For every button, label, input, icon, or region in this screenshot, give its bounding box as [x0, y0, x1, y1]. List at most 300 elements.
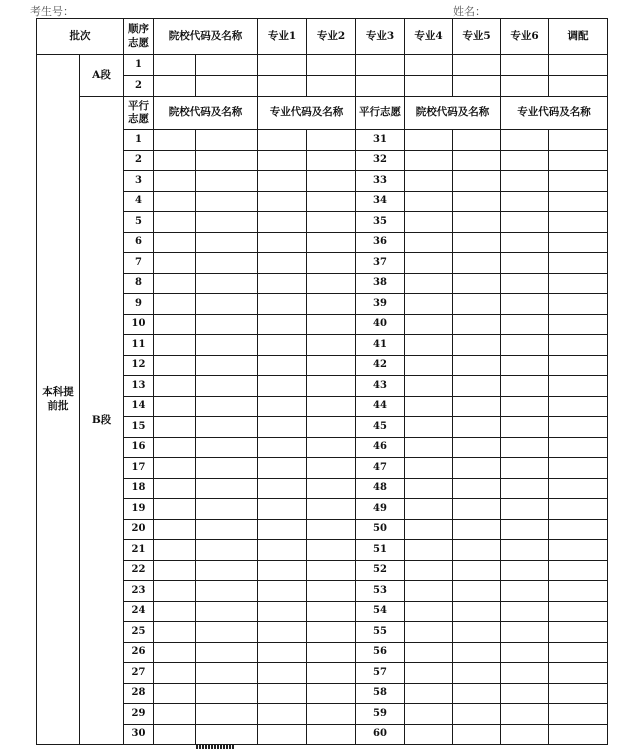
school-name-cell[interactable]	[196, 437, 258, 458]
school-name-cell[interactable]	[453, 355, 501, 376]
major-code-cell[interactable]	[501, 581, 549, 602]
parallel-number-left: 13	[124, 376, 154, 397]
school-name-cell[interactable]	[453, 294, 501, 315]
major-code-cell[interactable]	[258, 437, 307, 458]
school-name-cell[interactable]	[453, 396, 501, 417]
school-code-cell[interactable]	[405, 560, 453, 581]
major-name-cell[interactable]	[549, 273, 608, 294]
school-name-cell[interactable]	[196, 355, 258, 376]
major-code-cell[interactable]	[258, 150, 307, 171]
major-name-cell[interactable]	[549, 130, 608, 151]
major5-cell[interactable]	[453, 55, 501, 76]
school-name-cell[interactable]	[196, 376, 258, 397]
parallel-number-left: 20	[124, 519, 154, 540]
major-name-cell[interactable]	[307, 376, 356, 397]
parallel-number-right: 52	[356, 560, 405, 581]
major-name-cell[interactable]	[549, 499, 608, 520]
major-name-cell[interactable]	[307, 519, 356, 540]
major1-header: 专业1	[258, 19, 307, 55]
school-name-cell[interactable]	[196, 191, 258, 212]
major-code-cell[interactable]	[501, 704, 549, 725]
major-name-cell[interactable]	[549, 253, 608, 274]
school-code-cell[interactable]	[154, 191, 196, 212]
school-code-cell[interactable]	[154, 704, 196, 725]
major-code-cell[interactable]	[258, 417, 307, 438]
major-code-cell[interactable]	[501, 273, 549, 294]
major-name-cell[interactable]	[549, 212, 608, 233]
school-code-cell[interactable]	[154, 499, 196, 520]
school-name-cell[interactable]	[196, 581, 258, 602]
major-code-cell[interactable]	[258, 601, 307, 622]
major3-cell[interactable]	[356, 55, 405, 76]
school-name-cell[interactable]	[196, 663, 258, 684]
school-name-cell[interactable]	[453, 581, 501, 602]
major-code-cell[interactable]	[501, 376, 549, 397]
major-code-cell[interactable]	[501, 663, 549, 684]
header-row	[37, 19, 608, 55]
parallel-number-left: 15	[124, 417, 154, 438]
school-name-cell[interactable]	[196, 396, 258, 417]
school-name-cell[interactable]	[196, 519, 258, 540]
major-name-cell[interactable]	[307, 417, 356, 438]
major-name-cell[interactable]	[549, 335, 608, 356]
major-code-cell[interactable]	[258, 376, 307, 397]
adjust-header: 调配	[549, 19, 608, 55]
school-code-cell[interactable]	[154, 683, 196, 704]
school-code-cell[interactable]	[154, 519, 196, 540]
major-name-cell[interactable]	[307, 150, 356, 171]
school-code-cell[interactable]	[154, 76, 196, 97]
school-name-cell[interactable]	[196, 314, 258, 335]
major-name-cell[interactable]	[549, 683, 608, 704]
major-name-cell[interactable]	[549, 150, 608, 171]
school-code-cell[interactable]	[154, 212, 196, 233]
major-name-cell[interactable]	[549, 437, 608, 458]
school-code-cell[interactable]	[405, 622, 453, 643]
major-code-cell[interactable]	[258, 273, 307, 294]
school-name-cell[interactable]	[196, 601, 258, 622]
major-code-cell[interactable]	[258, 581, 307, 602]
major2-cell[interactable]	[307, 76, 356, 97]
school-code-cell[interactable]	[154, 273, 196, 294]
major-name-cell[interactable]	[549, 417, 608, 438]
school-name-cell[interactable]	[453, 171, 501, 192]
major2-header: 专业2	[307, 19, 356, 55]
major-name-cell[interactable]	[307, 294, 356, 315]
school-name-cell[interactable]	[453, 601, 501, 622]
major-code-cell[interactable]	[258, 622, 307, 643]
major-name-cell[interactable]	[549, 540, 608, 561]
major-name-cell[interactable]	[549, 376, 608, 397]
school-name-cell[interactable]	[196, 622, 258, 643]
major-code-cell[interactable]	[501, 622, 549, 643]
school-code-cell[interactable]	[154, 55, 196, 76]
major-code-cell[interactable]	[258, 458, 307, 479]
major-code-cell[interactable]	[501, 519, 549, 540]
major-name-cell[interactable]	[307, 335, 356, 356]
school-code-cell[interactable]	[154, 458, 196, 479]
major-code-cell[interactable]	[258, 642, 307, 663]
school-code-cell[interactable]	[154, 642, 196, 663]
school-name-cell[interactable]	[196, 171, 258, 192]
school-name-cell[interactable]	[453, 130, 501, 151]
school-code-cell[interactable]	[154, 581, 196, 602]
major-code-cell[interactable]	[501, 642, 549, 663]
school-code-cell[interactable]	[154, 724, 196, 745]
major-code-cell[interactable]	[501, 601, 549, 622]
school-name-cell[interactable]	[196, 724, 258, 745]
school-name-cell[interactable]	[453, 622, 501, 643]
school-code-cell[interactable]	[405, 519, 453, 540]
school-code-cell[interactable]	[154, 396, 196, 417]
parallel-number-left: 25	[124, 622, 154, 643]
school-code-cell[interactable]	[154, 540, 196, 561]
adjust-cell[interactable]	[549, 76, 608, 97]
school-code-cell[interactable]	[405, 273, 453, 294]
major-code-cell[interactable]	[501, 417, 549, 438]
school-code-cell[interactable]	[405, 212, 453, 233]
major3-cell[interactable]	[356, 76, 405, 97]
major-name-cell[interactable]	[549, 458, 608, 479]
school-code-cell[interactable]	[154, 335, 196, 356]
school-name-cell[interactable]	[196, 55, 258, 76]
school-code-cell[interactable]	[154, 294, 196, 315]
school-name-cell[interactable]	[196, 704, 258, 725]
school-code-cell[interactable]	[405, 294, 453, 315]
school-code-cell[interactable]	[154, 232, 196, 253]
major-code-cell[interactable]	[501, 560, 549, 581]
major-code-cell[interactable]	[501, 171, 549, 192]
school-name-cell[interactable]	[196, 683, 258, 704]
major-name-cell[interactable]	[307, 191, 356, 212]
school-code-cell[interactable]	[405, 724, 453, 745]
major-code-cell[interactable]	[501, 130, 549, 151]
parallel-number-left: 6	[124, 232, 154, 253]
major-name-cell[interactable]	[307, 232, 356, 253]
school-code-cell[interactable]	[154, 478, 196, 499]
major-name-cell[interactable]	[307, 171, 356, 192]
major1-cell[interactable]	[258, 76, 307, 97]
school-code-cell[interactable]	[154, 601, 196, 622]
school-name-cell[interactable]	[453, 663, 501, 684]
school-code-cell[interactable]	[405, 458, 453, 479]
school-code-cell[interactable]	[154, 417, 196, 438]
parallel-number-right: 59	[356, 704, 405, 725]
school-name-cell[interactable]	[196, 232, 258, 253]
school-name-cell[interactable]	[453, 191, 501, 212]
major-name-cell[interactable]	[549, 724, 608, 745]
school-name-cell[interactable]	[196, 294, 258, 315]
major-name-cell[interactable]	[307, 581, 356, 602]
major-code-cell[interactable]	[501, 396, 549, 417]
major-code-cell[interactable]	[258, 663, 307, 684]
major-code-cell[interactable]	[258, 130, 307, 151]
school-name-cell[interactable]	[453, 314, 501, 335]
school-code-cell[interactable]	[405, 663, 453, 684]
major-code-cell[interactable]	[258, 540, 307, 561]
parallel-number-left: 1	[124, 130, 154, 151]
major-name-cell[interactable]	[549, 704, 608, 725]
major-name-cell[interactable]	[549, 478, 608, 499]
major-code-cell[interactable]	[258, 724, 307, 745]
scan-mark	[196, 745, 234, 749]
school-name-cell[interactable]	[196, 642, 258, 663]
major-code-cell[interactable]	[258, 478, 307, 499]
parallel-number-right: 58	[356, 683, 405, 704]
major-name-cell[interactable]	[549, 622, 608, 643]
section-a-label: A段	[80, 55, 124, 97]
school-name-cell[interactable]	[453, 458, 501, 479]
school-code-cell[interactable]	[154, 663, 196, 684]
major-name-cell[interactable]	[549, 601, 608, 622]
school-code-cell[interactable]	[405, 437, 453, 458]
major-code-cell[interactable]	[501, 478, 549, 499]
major-name-cell[interactable]	[549, 171, 608, 192]
major-name-cell[interactable]	[307, 212, 356, 233]
major4-cell[interactable]	[405, 76, 453, 97]
school-name-cell[interactable]	[453, 253, 501, 274]
school-code-cell[interactable]	[405, 376, 453, 397]
major-code-cell[interactable]	[258, 314, 307, 335]
major2-cell[interactable]	[307, 55, 356, 76]
school-code-cell[interactable]	[405, 601, 453, 622]
major-name-cell[interactable]	[549, 642, 608, 663]
school-code-cell[interactable]	[405, 314, 453, 335]
major-code-cell[interactable]	[501, 683, 549, 704]
major-name-cell[interactable]	[307, 683, 356, 704]
major-code-cell[interactable]	[258, 171, 307, 192]
school-code-cell[interactable]	[154, 253, 196, 274]
school-code-cell[interactable]	[405, 704, 453, 725]
major-name-cell[interactable]	[307, 314, 356, 335]
major-code-cell[interactable]	[258, 499, 307, 520]
major-name-cell[interactable]	[307, 704, 356, 725]
school-name-cell[interactable]	[196, 335, 258, 356]
order-header: 顺序志愿	[124, 19, 154, 55]
major1-cell[interactable]	[258, 55, 307, 76]
major-code-cell[interactable]	[501, 540, 549, 561]
major-name-cell[interactable]	[307, 724, 356, 745]
major5-cell[interactable]	[453, 76, 501, 97]
school-code-cell[interactable]	[405, 150, 453, 171]
school-name-cell[interactable]	[196, 540, 258, 561]
school-name-cell[interactable]	[453, 232, 501, 253]
school-code-cell[interactable]	[154, 622, 196, 643]
school-name-cell[interactable]	[196, 417, 258, 438]
major-name-cell[interactable]	[307, 130, 356, 151]
major-code-cell[interactable]	[258, 294, 307, 315]
school-code-cell[interactable]	[405, 171, 453, 192]
major-name-cell[interactable]	[307, 273, 356, 294]
major-header-left: 专业代码及名称	[258, 97, 356, 130]
parallel-number-left: 23	[124, 581, 154, 602]
major-code-cell[interactable]	[501, 499, 549, 520]
school-name-cell[interactable]	[196, 560, 258, 581]
school-name-cell[interactable]	[196, 76, 258, 97]
school-code-cell[interactable]	[405, 130, 453, 151]
batch-header: 批次	[37, 19, 124, 55]
major6-cell[interactable]	[501, 55, 549, 76]
school-name-cell[interactable]	[196, 458, 258, 479]
major-name-cell[interactable]	[307, 396, 356, 417]
school-code-cell[interactable]	[154, 376, 196, 397]
major-name-cell[interactable]	[549, 519, 608, 540]
major-code-cell[interactable]	[258, 355, 307, 376]
school-name-cell[interactable]	[453, 724, 501, 745]
major-code-cell[interactable]	[258, 560, 307, 581]
school-name-cell[interactable]	[196, 273, 258, 294]
school-code-cell[interactable]	[405, 335, 453, 356]
school-name-cell[interactable]	[196, 499, 258, 520]
parallel-number-left: 21	[124, 540, 154, 561]
major-code-cell[interactable]	[258, 683, 307, 704]
major-name-cell[interactable]	[307, 622, 356, 643]
major-name-cell[interactable]	[307, 560, 356, 581]
parallel-number-left: 30	[124, 724, 154, 745]
school-name-cell[interactable]	[453, 540, 501, 561]
major-code-cell[interactable]	[501, 355, 549, 376]
school-name-cell[interactable]	[196, 130, 258, 151]
school-code-cell[interactable]	[405, 191, 453, 212]
major-name-cell[interactable]	[549, 581, 608, 602]
school-code-cell[interactable]	[405, 232, 453, 253]
major-name-cell[interactable]	[549, 191, 608, 212]
major-header-right: 专业代码及名称	[501, 97, 608, 130]
major-name-cell[interactable]	[549, 232, 608, 253]
school-name-cell[interactable]	[196, 212, 258, 233]
major-code-cell[interactable]	[501, 232, 549, 253]
school-name-cell[interactable]	[453, 417, 501, 438]
major5-header: 专业5	[453, 19, 501, 55]
school-name-cell[interactable]	[453, 642, 501, 663]
school-code-cell[interactable]	[405, 396, 453, 417]
major-name-cell[interactable]	[307, 540, 356, 561]
school-name-cell[interactable]	[453, 437, 501, 458]
parallel-number-left: 27	[124, 663, 154, 684]
school-name-cell[interactable]	[453, 683, 501, 704]
major-name-cell[interactable]	[307, 355, 356, 376]
school-name-cell[interactable]	[453, 478, 501, 499]
school-name-cell[interactable]	[453, 212, 501, 233]
major-code-cell[interactable]	[258, 704, 307, 725]
major-name-cell[interactable]	[549, 396, 608, 417]
parallel-number-right: 54	[356, 601, 405, 622]
school-code-cell[interactable]	[405, 355, 453, 376]
school-code-cell[interactable]	[405, 540, 453, 561]
school-code-cell[interactable]	[405, 499, 453, 520]
school-code-cell[interactable]	[154, 437, 196, 458]
parallel-number-left: 24	[124, 601, 154, 622]
major-code-cell[interactable]	[258, 335, 307, 356]
school-code-cell[interactable]	[154, 150, 196, 171]
major-name-cell[interactable]	[549, 560, 608, 581]
parallel-number-right: 43	[356, 376, 405, 397]
adjust-cell[interactable]	[549, 55, 608, 76]
school-name-cell[interactable]	[453, 150, 501, 171]
parallel-number-left: 5	[124, 212, 154, 233]
school-name-cell[interactable]	[196, 478, 258, 499]
major-code-cell[interactable]	[501, 335, 549, 356]
school-name-cell[interactable]	[453, 704, 501, 725]
major-code-cell[interactable]	[501, 314, 549, 335]
major-code-cell[interactable]	[501, 191, 549, 212]
major-code-cell[interactable]	[501, 150, 549, 171]
major-name-cell[interactable]	[307, 642, 356, 663]
major-code-cell[interactable]	[258, 212, 307, 233]
major-name-cell[interactable]	[549, 663, 608, 684]
major-name-cell[interactable]	[549, 314, 608, 335]
parallel-number-left: 2	[124, 150, 154, 171]
parallel-number-right: 39	[356, 294, 405, 315]
major-name-cell[interactable]	[307, 478, 356, 499]
school-code-cell[interactable]	[154, 314, 196, 335]
major-code-cell[interactable]	[501, 212, 549, 233]
major-name-cell[interactable]	[307, 499, 356, 520]
major4-cell[interactable]	[405, 55, 453, 76]
school-code-cell[interactable]	[405, 581, 453, 602]
major-code-cell[interactable]	[258, 232, 307, 253]
major-name-cell[interactable]	[307, 253, 356, 274]
school-name-cell[interactable]	[453, 519, 501, 540]
parallel-number-left: 28	[124, 683, 154, 704]
major-code-cell[interactable]	[258, 191, 307, 212]
parallel-number-right: 56	[356, 642, 405, 663]
parallel-number-left: 22	[124, 560, 154, 581]
school-code-cell[interactable]	[405, 683, 453, 704]
major-code-cell[interactable]	[501, 458, 549, 479]
major-code-cell[interactable]	[501, 437, 549, 458]
section-a-row	[37, 55, 608, 76]
school-code-cell[interactable]	[405, 253, 453, 274]
school-name-cell[interactable]	[196, 253, 258, 274]
parallel-number-right: 48	[356, 478, 405, 499]
parallel-number-right: 40	[356, 314, 405, 335]
major-name-cell[interactable]	[549, 355, 608, 376]
major-name-cell[interactable]	[307, 601, 356, 622]
school-header-right: 院校代码及名称	[405, 97, 501, 130]
school-name-cell[interactable]	[453, 273, 501, 294]
major-name-cell[interactable]	[307, 663, 356, 684]
school-code-cell[interactable]	[154, 171, 196, 192]
name-label: 姓名：	[453, 5, 486, 18]
school-code-cell[interactable]	[154, 355, 196, 376]
school-code-cell[interactable]	[405, 478, 453, 499]
major-code-cell[interactable]	[258, 519, 307, 540]
school-name-cell[interactable]	[453, 499, 501, 520]
major-name-cell[interactable]	[307, 437, 356, 458]
school-name-cell[interactable]	[453, 376, 501, 397]
major6-cell[interactable]	[501, 76, 549, 97]
school-name-cell[interactable]	[453, 335, 501, 356]
parallel-number-left: 29	[124, 704, 154, 725]
school-name-cell[interactable]	[453, 560, 501, 581]
major-code-cell[interactable]	[501, 724, 549, 745]
major-name-cell[interactable]	[549, 294, 608, 315]
parallel-header-right: 平行志愿	[356, 97, 405, 130]
major-name-cell[interactable]	[307, 458, 356, 479]
parallel-number-right: 31	[356, 130, 405, 151]
school-name-cell[interactable]	[196, 150, 258, 171]
major-code-cell[interactable]	[501, 253, 549, 274]
school-code-cell[interactable]	[154, 560, 196, 581]
major-code-cell[interactable]	[501, 294, 549, 315]
major-code-cell[interactable]	[258, 396, 307, 417]
school-code-cell[interactable]	[405, 417, 453, 438]
exam-number-label: 考生号：	[30, 5, 74, 18]
school-code-cell[interactable]	[154, 130, 196, 151]
major-code-cell[interactable]	[258, 253, 307, 274]
school-code-cell[interactable]	[405, 642, 453, 663]
